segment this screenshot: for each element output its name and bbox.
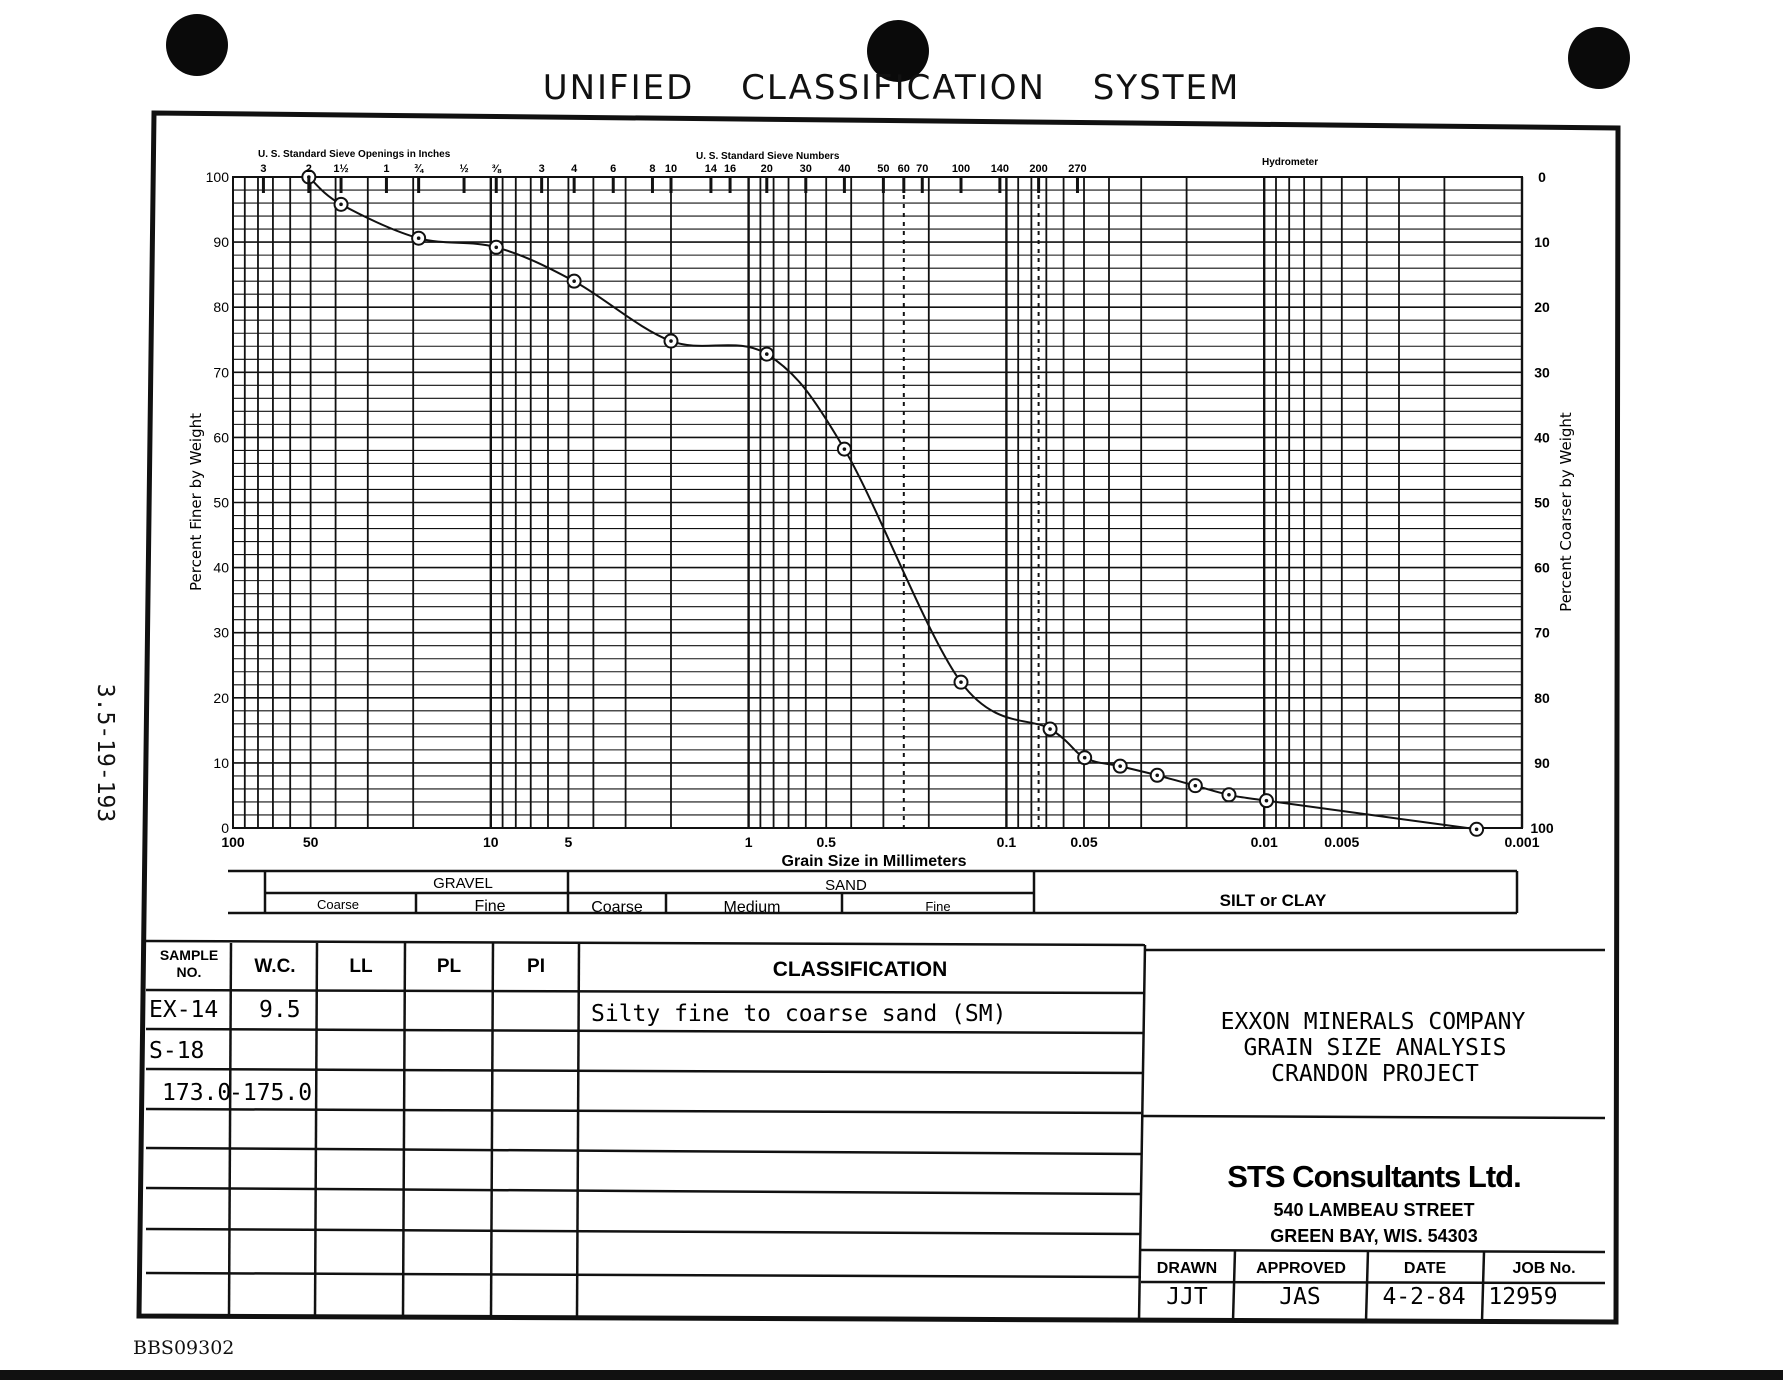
hydrometer-label: Hydrometer <box>1262 157 1319 168</box>
y2-tick-label: 50 <box>1534 494 1550 511</box>
header-wc: W.C. <box>254 956 296 977</box>
row-3-sample: 173.0 <box>162 1080 232 1106</box>
y-tick-label: 90 <box>213 234 229 251</box>
x-tick-label: 0.1 <box>996 834 1017 850</box>
y-tick-label: 0 <box>221 820 229 836</box>
sand-fine-label: Fine <box>925 899 951 914</box>
y-tick-labels <box>206 169 230 836</box>
sieve-label: 200 <box>1029 163 1048 175</box>
y-tick-label: 100 <box>205 169 229 185</box>
sieve-label: 50 <box>877 163 890 175</box>
sieve-label: 10 <box>664 163 678 175</box>
y2-tick-label: 100 <box>1530 820 1554 836</box>
drawn-value: JJT <box>1166 1284 1208 1310</box>
x-tick-labels <box>221 834 1539 850</box>
sand-medium-label: Medium <box>723 899 781 916</box>
gravel-label: GRAVEL <box>433 875 493 892</box>
sieve-label: 100 <box>951 163 971 175</box>
gravel-coarse-label: Coarse <box>317 897 359 912</box>
approved-value: JAS <box>1279 1284 1321 1310</box>
silt-clay-label: SILT or CLAY <box>1219 891 1327 910</box>
footer-document-code: BBS09302 <box>133 1337 235 1359</box>
data-point-center <box>1265 799 1269 803</box>
row-1-wc: 9.5 <box>259 997 301 1023</box>
y-tick-label: 20 <box>213 689 229 706</box>
sieve-label: 70 <box>916 163 929 175</box>
x-tick-label: 0.05 <box>1070 834 1098 850</box>
data-point-center <box>1227 793 1231 797</box>
header-pi: PI <box>527 956 545 977</box>
y2-tick-label: 0 <box>1538 169 1546 185</box>
x-tick-label: 1 <box>744 834 753 850</box>
sieve-label: 14 <box>704 163 718 175</box>
y2-axis-label: Percent Coarser by Weight <box>1557 412 1575 612</box>
sieve-label: 270 <box>1068 163 1087 175</box>
x-tick-label: 100 <box>221 834 245 850</box>
sand-label: SAND <box>825 877 867 894</box>
y-axis-label: Percent Finer by Weight <box>187 412 205 592</box>
sieve-label: 20 <box>760 163 773 175</box>
header-sample-no-line2: NO. <box>176 964 202 980</box>
sieve-label: ¾ <box>414 163 424 175</box>
x-tick-label: 0.01 <box>1250 834 1278 850</box>
date-label: DATE <box>1403 1260 1447 1277</box>
data-point-center <box>417 236 421 240</box>
project-name: CRANDON PROJECT <box>1271 1061 1479 1087</box>
sieve-label: 16 <box>723 163 737 175</box>
sieve-numbers-title: U. S. Standard Sieve Numbers <box>696 151 840 162</box>
x-tick-label: 10 <box>483 834 499 850</box>
sieve-label: 60 <box>897 163 910 175</box>
job-label: JOB No. <box>1512 1260 1576 1277</box>
sand-coarse-label: Coarse <box>591 899 643 916</box>
header-classification: CLASSIFICATION <box>772 958 948 981</box>
y2-tick-label: 90 <box>1534 754 1550 771</box>
date-value: 4-2-84 <box>1382 1284 1466 1310</box>
sieve-label: 30 <box>799 163 812 175</box>
grain-size-chart <box>187 149 1575 870</box>
y2-tick-labels <box>1530 169 1554 836</box>
header-sample-no: SAMPLE <box>159 947 219 963</box>
data-point-center <box>959 680 963 684</box>
data-point-center <box>843 447 847 451</box>
x-tick-label: 0.5 <box>816 834 836 850</box>
page-title: UNIFIED CLASSIFICATION SYSTEM <box>542 68 1241 108</box>
y-tick-label: 50 <box>213 494 229 511</box>
drawn-label: DRAWN <box>1156 1260 1218 1277</box>
sieve-label: 3 <box>260 163 267 175</box>
sieve-label: 140 <box>990 163 1010 175</box>
data-point-center <box>1475 828 1479 832</box>
consultant-street: 540 LAMBEAU STREET <box>1273 1200 1475 1220</box>
sieve-label: 3 <box>538 163 545 175</box>
sieve-label: 2 <box>305 163 312 175</box>
x-tick-label: 5 <box>564 834 573 850</box>
y2-tick-label: 70 <box>1534 624 1550 641</box>
row-1-sample: EX-14 <box>149 997 219 1023</box>
sieve-label: 6 <box>610 163 617 175</box>
data-point-center <box>1155 773 1159 777</box>
y-tick-label: 80 <box>213 299 229 316</box>
job-value: 12959 <box>1488 1284 1558 1310</box>
sieve-label: ½ <box>459 163 469 175</box>
header-pl: PL <box>436 956 462 977</box>
x-tick-label: 0.001 <box>1504 834 1540 850</box>
y-tick-label: 70 <box>213 364 229 381</box>
y2-tick-label: 40 <box>1534 429 1550 446</box>
sieve-label: 40 <box>838 163 851 175</box>
data-point-center <box>765 352 769 356</box>
data-point-center <box>572 279 576 283</box>
sieve-inches-title: U. S. Standard Sieve Openings in Inches <box>258 149 451 160</box>
x-axis-label: Grain Size in Millimeters <box>781 853 967 870</box>
data-point-center <box>1048 727 1052 731</box>
company-name: EXXON MINERALS COMPANY <box>1220 1009 1526 1035</box>
y2-tick-label: 10 <box>1534 234 1550 251</box>
data-point-center <box>494 246 498 250</box>
sample-table-grid <box>146 941 1605 1321</box>
sieve-label: 1½ <box>333 163 349 175</box>
x-tick-label: 50 <box>302 834 319 850</box>
sieve-label: 8 <box>649 163 656 175</box>
approved-label: APPROVED <box>1256 1260 1346 1277</box>
report-title: GRAIN SIZE ANALYSIS <box>1243 1035 1507 1061</box>
chart-grid-horizontal <box>233 177 1522 828</box>
y2-tick-label: 80 <box>1534 689 1550 706</box>
consultant-name: STS Consultants Ltd. <box>1227 1159 1521 1194</box>
sieve-label: ⅜ <box>491 163 501 175</box>
row-1-classification: Silty fine to coarse sand (SM) <box>591 1001 1007 1027</box>
y2-tick-label: 60 <box>1534 559 1550 576</box>
x-tick-label: 0.005 <box>1324 834 1360 850</box>
sieve-label: 1 <box>383 163 390 175</box>
data-point-center <box>669 339 673 343</box>
consultant-city: GREEN BAY, WIS. 54303 <box>1270 1226 1478 1246</box>
bottom-rule <box>0 1370 1783 1380</box>
y-tick-label: 40 <box>213 559 229 576</box>
data-point-center <box>1118 764 1122 768</box>
y2-tick-label: 30 <box>1534 364 1550 381</box>
gravel-fine-label: Fine <box>474 898 506 915</box>
y-tick-label: 30 <box>213 624 229 641</box>
sieve-label: 4 <box>571 163 578 175</box>
y-tick-label: 60 <box>213 429 229 446</box>
data-point-center <box>1083 756 1087 760</box>
header-ll: LL <box>349 956 373 977</box>
data-point-center <box>339 203 343 207</box>
y2-tick-label: 20 <box>1534 299 1550 316</box>
row-2-sample: S-18 <box>149 1038 205 1064</box>
side-document-code: 3.5-19-193 <box>92 683 119 823</box>
data-point-center <box>1194 784 1198 788</box>
y-tick-label: 10 <box>213 754 229 771</box>
row-3-wc: -175.0 <box>229 1080 313 1106</box>
